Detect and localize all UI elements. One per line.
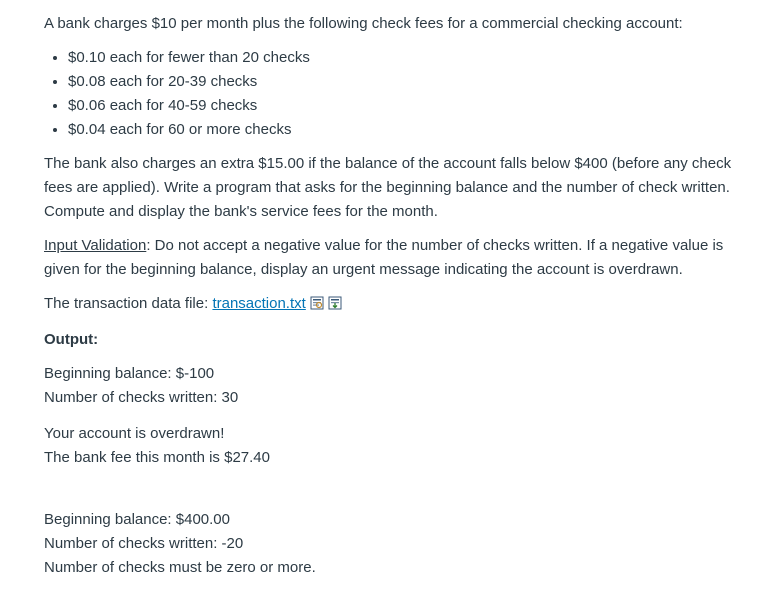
input-validation-paragraph <box>44 234 759 282</box>
example-output-1-result <box>44 422 759 470</box>
example2-error: Number of checks must be zero or more. <box>44 559 316 576</box>
example2-balance: Beginning balance: $400.00 <box>44 511 230 528</box>
fee-item: • $0.10 each for fewer than 20 checks <box>68 46 759 70</box>
example1-balance: Beginning balance: $-100 <box>44 365 215 382</box>
fee-item: • $0.04 each for 60 or more checks <box>68 118 759 142</box>
input-validation-label: Input Validation <box>44 237 147 254</box>
fee-item: • $0.06 each for 40-59 checks <box>68 94 759 118</box>
transaction-prefix: The transaction data file: <box>44 295 213 312</box>
fee-list <box>44 46 759 142</box>
example1-checks: Number of checks written: 30 <box>44 389 239 406</box>
output-heading: Output: <box>44 331 99 348</box>
transaction-file-line <box>44 292 759 318</box>
intro-text: A bank charges $10 per month plus the following check fees for a commercial checking account: <box>44 15 683 32</box>
spacer <box>44 482 759 508</box>
download-icon[interactable] <box>328 294 342 318</box>
example1-overdrawn: Your account is overdrawn! <box>44 425 225 442</box>
example2-checks: Number of checks written: -20 <box>44 535 244 552</box>
example1-fee: The bank fee this month is $27.40 <box>44 449 270 466</box>
extra-charge-text: The bank also charges an extra $15.00 if the balance of the account falls below $400 (before any check fees are applied). Write a program that asks for the beginning balance and the number of check written. Compute and display the bank's service fees for the month. <box>44 155 732 220</box>
fee-item: • $0.08 each for 20-39 checks <box>68 70 759 94</box>
example-output-1 <box>44 362 759 410</box>
transaction-file-link[interactable]: transaction.txt <box>212 295 306 312</box>
preview-icon[interactable] <box>310 294 324 318</box>
example-output-2 <box>44 508 759 580</box>
input-validation-text: : Do not accept a negative value for the number of checks written. If a negative value is given for the beginning balance, display an urgent message indicating the account is overdrawn. <box>44 237 724 278</box>
